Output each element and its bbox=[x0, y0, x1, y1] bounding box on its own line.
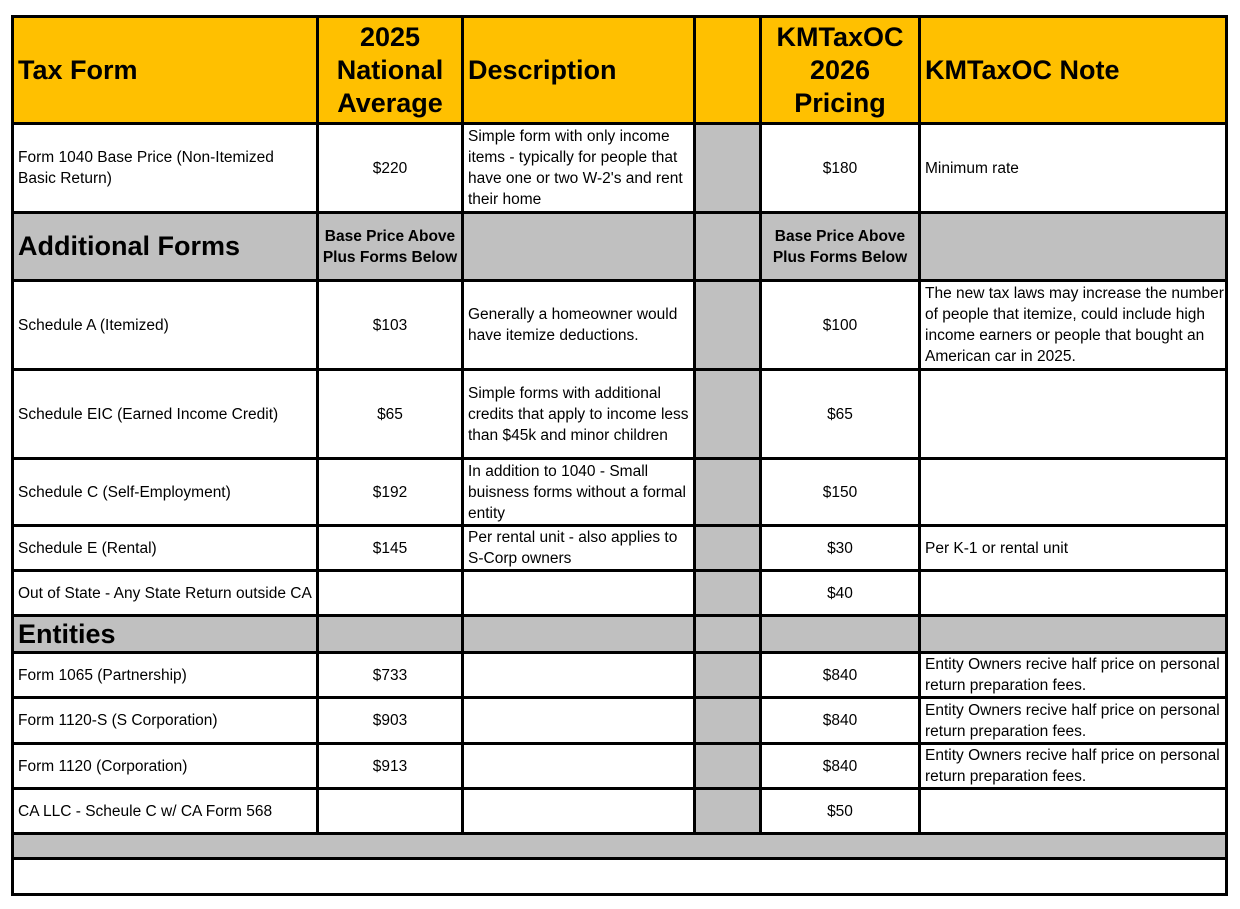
entities-average-empty bbox=[319, 617, 461, 651]
footer-gray-bar bbox=[14, 835, 1228, 857]
row-form-1120-price: $840 bbox=[762, 745, 918, 787]
row-schedule-c-note bbox=[921, 460, 1228, 524]
row-out-of-state-form: Out of State - Any State Return outside CA bbox=[14, 572, 316, 614]
row-out-of-state-note bbox=[921, 572, 1228, 614]
additional-average-note: Base Price Above Plus Forms Below bbox=[319, 214, 461, 279]
row-form-1120s-price: $840 bbox=[762, 699, 918, 742]
row-schedule-eic-note bbox=[921, 371, 1228, 457]
entities-note-empty bbox=[921, 617, 1228, 651]
entities-price-empty bbox=[762, 617, 918, 651]
row-out-of-state-description bbox=[464, 572, 693, 614]
pricing-table bbox=[11, 15, 1228, 896]
row-schedule-c-average: $192 bbox=[319, 460, 461, 524]
row-ca-llc-description bbox=[464, 790, 693, 832]
row-form-1120s-average: $903 bbox=[319, 699, 461, 742]
entities-description-empty bbox=[464, 617, 693, 651]
row-form-1065-description bbox=[464, 654, 693, 696]
section-additional-forms: Additional Forms bbox=[14, 214, 316, 279]
row-1040-note: Minimum rate bbox=[921, 125, 1228, 211]
row-1040-average: $220 bbox=[319, 125, 461, 211]
row-1040-description: Simple form with only income items - typically for people that have one or two W-2's and rent their home bbox=[464, 125, 693, 211]
row-schedule-eic-price: $65 bbox=[762, 371, 918, 457]
row-form-1120s-form: Form 1120-S (S Corporation) bbox=[14, 699, 316, 742]
row-schedule-eic-spacer bbox=[696, 371, 759, 457]
entities-spacer bbox=[696, 617, 759, 651]
row-out-of-state-spacer bbox=[696, 572, 759, 614]
additional-note-empty bbox=[921, 214, 1228, 279]
row-schedule-e-average: $145 bbox=[319, 527, 461, 569]
row-ca-llc-form: CA LLC - Scheule C w/ CA Form 568 bbox=[14, 790, 316, 832]
row-schedule-c-description: In addition to 1040 - Small buisness forms without a formal entity bbox=[464, 460, 693, 524]
row-ca-llc-spacer bbox=[696, 790, 759, 832]
row-schedule-a-note: The new tax laws may increase the number of people that itemize, could include high income earners or people that bought an American car in 2025. bbox=[921, 282, 1228, 368]
row-form-1120-spacer bbox=[696, 745, 759, 787]
row-out-of-state-price: $40 bbox=[762, 572, 918, 614]
row-form-1120-note: Entity Owners recive half price on personal return preparation fees. bbox=[921, 745, 1228, 787]
row-form-1120s-spacer bbox=[696, 699, 759, 742]
row-schedule-eic-average: $65 bbox=[319, 371, 461, 457]
additional-price-note: Base Price Above Plus Forms Below bbox=[762, 214, 918, 279]
row-schedule-e-description: Per rental unit - also applies to S-Corp owners bbox=[464, 527, 693, 569]
row-form-1065-spacer bbox=[696, 654, 759, 696]
row-schedule-c-form: Schedule C (Self-Employment) bbox=[14, 460, 316, 524]
header-description: Description bbox=[464, 18, 693, 122]
row-schedule-a-description: Generally a homeowner would have itemize deductions. bbox=[464, 282, 693, 368]
header-national-average: 2025 National Average bbox=[319, 18, 461, 122]
row-schedule-e-price: $30 bbox=[762, 527, 918, 569]
row-ca-llc-price: $50 bbox=[762, 790, 918, 832]
row-schedule-e-spacer bbox=[696, 527, 759, 569]
row-form-1120-description bbox=[464, 745, 693, 787]
header-spacer bbox=[696, 18, 759, 122]
pricing-grid bbox=[14, 18, 1225, 893]
row-out-of-state-average bbox=[319, 572, 461, 614]
row-schedule-eic-description: Simple forms with additional credits that apply to income less than $45k and minor children bbox=[464, 371, 693, 457]
row-form-1065-note: Entity Owners recive half price on personal return preparation fees. bbox=[921, 654, 1228, 696]
row-schedule-a-average: $103 bbox=[319, 282, 461, 368]
row-schedule-a-price: $100 bbox=[762, 282, 918, 368]
row-form-1065-form: Form 1065 (Partnership) bbox=[14, 654, 316, 696]
header-kmtaxoc-pricing: KMTaxOC 2026 Pricing bbox=[762, 18, 918, 122]
row-1040-price: $180 bbox=[762, 125, 918, 211]
additional-spacer bbox=[696, 214, 759, 279]
header-tax-form: Tax Form bbox=[14, 18, 316, 122]
row-schedule-eic-form: Schedule EIC (Earned Income Credit) bbox=[14, 371, 316, 457]
row-schedule-e-form: Schedule E (Rental) bbox=[14, 527, 316, 569]
row-form-1065-average: $733 bbox=[319, 654, 461, 696]
row-1040-spacer bbox=[696, 125, 759, 211]
row-schedule-a-form: Schedule A (Itemized) bbox=[14, 282, 316, 368]
row-form-1120s-note: Entity Owners recive half price on personal return preparation fees. bbox=[921, 699, 1228, 742]
row-schedule-e-note: Per K-1 or rental unit bbox=[921, 527, 1228, 569]
header-kmtaxoc-note: KMTaxOC Note bbox=[921, 18, 1228, 122]
row-form-1120-form: Form 1120 (Corporation) bbox=[14, 745, 316, 787]
row-ca-llc-average bbox=[319, 790, 461, 832]
row-ca-llc-note bbox=[921, 790, 1228, 832]
row-form-1065-price: $840 bbox=[762, 654, 918, 696]
row-schedule-c-price: $150 bbox=[762, 460, 918, 524]
row-schedule-a-spacer bbox=[696, 282, 759, 368]
row-1040-form: Form 1040 Base Price (Non-Itemized Basic Return) bbox=[14, 125, 316, 211]
row-schedule-c-spacer bbox=[696, 460, 759, 524]
row-form-1120s-description bbox=[464, 699, 693, 742]
row-form-1120-average: $913 bbox=[319, 745, 461, 787]
footer-empty-row bbox=[14, 860, 1228, 896]
section-entities: Entities bbox=[14, 617, 316, 651]
additional-description-empty bbox=[464, 214, 693, 279]
